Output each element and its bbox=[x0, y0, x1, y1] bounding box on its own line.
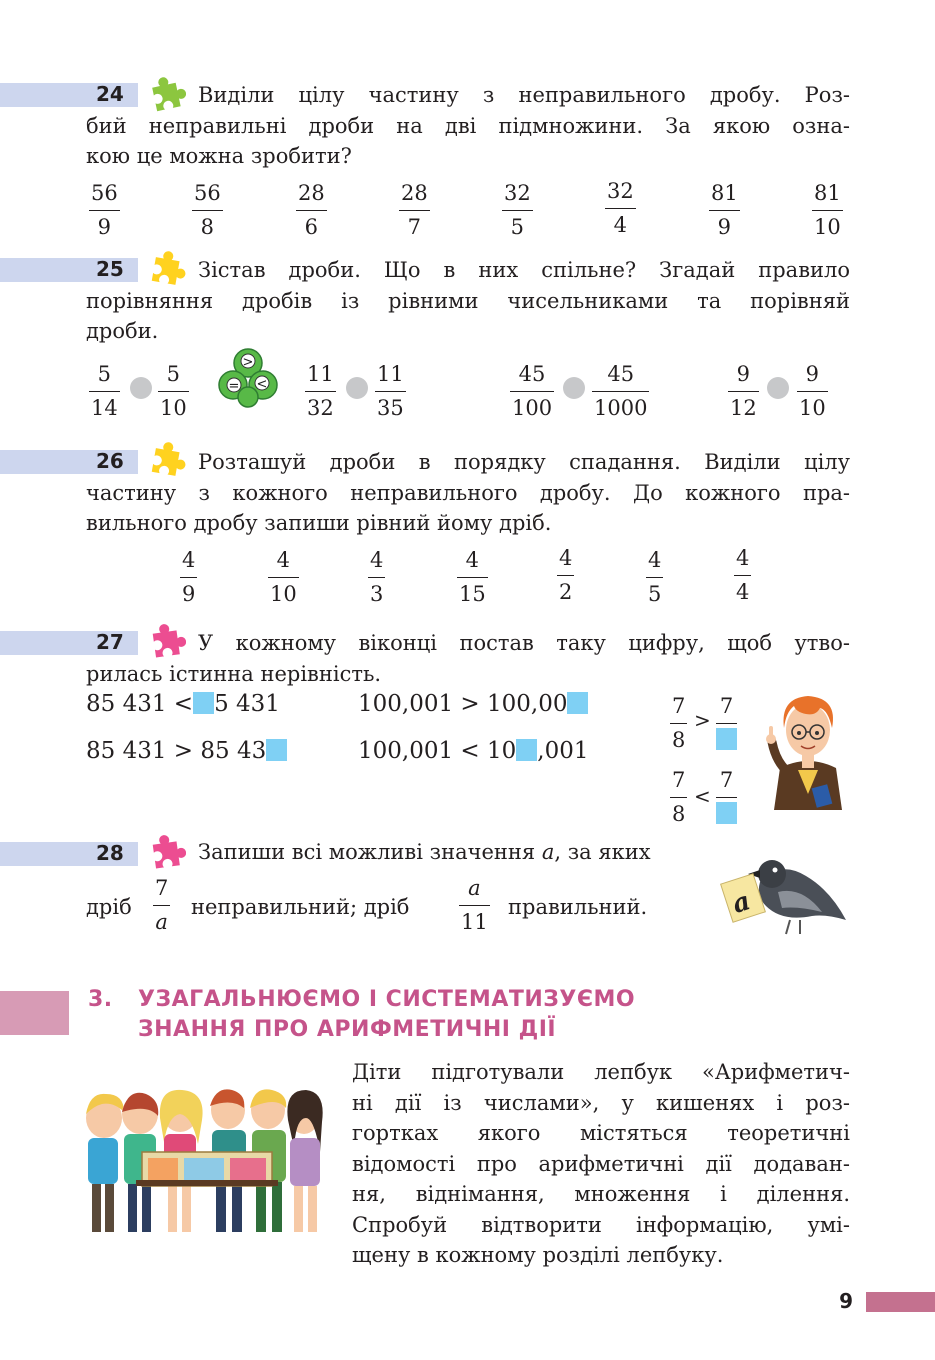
fraction: 7 a bbox=[155, 876, 169, 935]
fraction: 45 100 bbox=[512, 362, 553, 421]
section-number: 3. bbox=[88, 987, 113, 1012]
digit-box[interactable] bbox=[516, 739, 537, 761]
fraction: 81 9 bbox=[711, 181, 738, 240]
section-line-4: відомості про арифметичні дії додаван- bbox=[352, 1151, 850, 1176]
section-line-2: ні дії із числами», у кишенях і роз- bbox=[352, 1090, 850, 1115]
task-26-line-2: частину з кожного неправильного дробу. До кожного пра- bbox=[86, 480, 850, 505]
fraction: 56 8 bbox=[194, 181, 221, 240]
fraction: 4 10 bbox=[270, 548, 297, 607]
inequality-3: 100,001 > 100,00 bbox=[358, 691, 588, 717]
clover-sign-less: < bbox=[256, 377, 268, 392]
fraction: 11 35 bbox=[377, 362, 404, 421]
section-line-1: Діти підготували лепбук «Арифметич- bbox=[352, 1060, 850, 1084]
task-27-line-2: рилась істинна нерівність. bbox=[86, 661, 382, 686]
section-line-3: гортках якого містяться теоретичні bbox=[352, 1121, 850, 1145]
inequality-1: 85 431 < 5 431 bbox=[86, 691, 280, 717]
fraction: 4 5 bbox=[648, 548, 662, 607]
fraction: 4 3 bbox=[370, 548, 384, 607]
fraction: 5 14 bbox=[91, 362, 118, 421]
page-number-bar bbox=[866, 1292, 935, 1312]
section-line-7: щену в кожному розділі лепбуку. bbox=[352, 1243, 724, 1267]
fraction: 4 4 bbox=[736, 546, 750, 605]
page-number: 9 bbox=[839, 1289, 853, 1313]
task-28-end-text: правильний. bbox=[508, 895, 648, 919]
digit-box[interactable] bbox=[193, 692, 214, 714]
fraction: 32 5 bbox=[504, 181, 531, 240]
task-25-line-1: Зістав дроби. Що в них спільне? Згадай правило bbox=[198, 258, 850, 282]
sign-greater: > bbox=[694, 708, 711, 732]
inequality-4: 100,001 < 10 ,001 bbox=[358, 738, 589, 764]
fraction: 5 10 bbox=[160, 362, 187, 421]
task-25-number: 25 bbox=[96, 257, 124, 281]
fraction: 56 9 bbox=[91, 181, 118, 240]
section-title-line-1: УЗАГАЛЬНЮЄМО І СИСТЕМАТИЗУЄМО bbox=[138, 987, 636, 1012]
fraction: 28 7 bbox=[401, 181, 428, 240]
task-25-line-2: порівняння дробів із рівними чисельниками та порівняй bbox=[86, 288, 850, 313]
fraction-with-box: 7 bbox=[716, 768, 737, 824]
fraction: 45 1000 bbox=[594, 362, 648, 421]
task-28-word-fraction: дріб bbox=[86, 895, 132, 919]
fraction: 4 9 bbox=[182, 548, 196, 607]
section-line-6: Спробуй відтворити інформацію, умі- bbox=[352, 1212, 850, 1237]
task-24-line-3: кою це можна зробити? bbox=[86, 144, 352, 168]
comparison-slot[interactable] bbox=[563, 377, 585, 399]
children-lapbook-illustration bbox=[82, 1088, 326, 1240]
task-26-line-3: вильного дробу запиши рівний йому дріб. bbox=[86, 511, 552, 535]
fraction: 9 12 bbox=[730, 362, 757, 421]
fraction: a 11 bbox=[461, 876, 488, 935]
fraction: 11 32 bbox=[307, 362, 334, 421]
clover-signs-icon bbox=[215, 345, 281, 411]
section-text bbox=[352, 1057, 850, 1271]
fraction: 7 8 bbox=[672, 768, 686, 827]
task-28-mid-text: неправильний; дріб bbox=[191, 895, 410, 919]
task-26-number: 26 bbox=[96, 449, 124, 473]
inequality-2: 85 431 > 85 43 bbox=[86, 738, 287, 764]
clover-sign-equal: = bbox=[228, 379, 240, 394]
digit-box[interactable] bbox=[567, 692, 588, 714]
task-26-text bbox=[86, 447, 850, 539]
task-25-text bbox=[86, 255, 850, 347]
fraction: 81 10 bbox=[814, 181, 841, 240]
boy-pointing-illustration bbox=[758, 690, 858, 810]
section-line-5: ня, віднімання, множення і ділення. bbox=[352, 1182, 850, 1206]
section-bar bbox=[0, 991, 69, 1035]
task-27-line-1: У кожному віконці постав таку цифру, щоб утво- bbox=[198, 631, 850, 655]
comparison-slot[interactable] bbox=[130, 377, 152, 399]
task-24-line-2: бий неправильні дроби на дві підмножини. За якою озна- bbox=[86, 113, 850, 138]
task-25-line-3: дроби. bbox=[86, 319, 159, 343]
task-24-text bbox=[86, 80, 850, 172]
fraction-with-box: 7 bbox=[716, 694, 737, 750]
task-27-number: 27 bbox=[96, 630, 124, 654]
fraction: 4 15 bbox=[459, 548, 486, 607]
sign-less: < bbox=[694, 784, 711, 808]
task-26-line-1: Розташуй дроби в порядку спадання. Виділи цілу bbox=[198, 450, 850, 474]
digit-box[interactable] bbox=[266, 739, 287, 761]
card-letter: a bbox=[728, 886, 755, 920]
fraction: 32 4 bbox=[607, 179, 634, 238]
puzzle-pink-icon bbox=[146, 833, 186, 873]
fraction: 4 2 bbox=[559, 546, 573, 605]
task-24-line-1: Виділи цілу частину з неправильного дробу. Роз- bbox=[198, 83, 850, 107]
fraction: 7 8 bbox=[672, 694, 686, 753]
comparison-slot[interactable] bbox=[767, 377, 789, 399]
fraction: 9 10 bbox=[799, 362, 826, 421]
task-24-number: 24 bbox=[96, 82, 124, 106]
comparison-slot[interactable] bbox=[346, 377, 368, 399]
fraction: 28 6 bbox=[298, 181, 325, 240]
task-27-text bbox=[86, 628, 850, 689]
task-28-number: 28 bbox=[96, 841, 124, 865]
clover-sign-greater: > bbox=[242, 355, 254, 370]
task-28-line-1: Запиши всі можливі значення a, за яких bbox=[198, 840, 651, 864]
section-title-line-2: ЗНАННЯ ПРО АРИФМЕТИЧНІ ДІЇ bbox=[138, 1017, 557, 1042]
digit-box[interactable] bbox=[716, 802, 737, 824]
digit-box[interactable] bbox=[716, 728, 737, 750]
